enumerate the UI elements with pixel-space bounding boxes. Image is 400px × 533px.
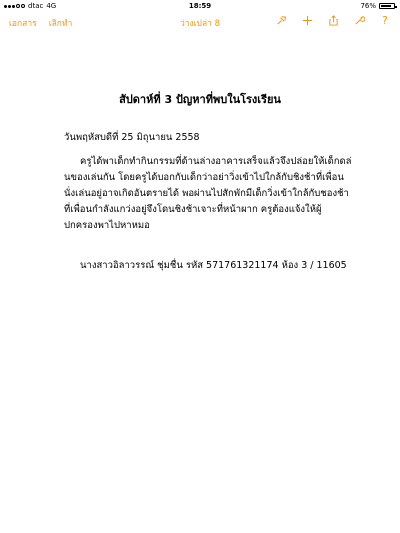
- network-type: 4G: [46, 2, 57, 10]
- battery-percent: 76%: [360, 2, 376, 10]
- status-bar: [0, 0, 400, 12]
- carrier-name: dtac: [28, 2, 44, 10]
- document-date: วันพฤหัสบดีที่ 25 มิถุนายน 2558: [64, 132, 200, 143]
- document-author: นางสาวอิลาวรรณ์ ชุ่มชื่น รหัส 571761321174 ห้อง 3 / 11605: [80, 260, 347, 271]
- help-icon[interactable]: ?: [382, 13, 388, 27]
- documents-button[interactable]: เอกสาร: [9, 19, 37, 29]
- document-heading: สัปดาห์ที่ 3 ปัญหาที่พบในโรงเรียน: [119, 93, 281, 106]
- undo-button[interactable]: เลิกทำ: [48, 19, 73, 29]
- wrench-icon[interactable]: [353, 14, 365, 26]
- status-right: [360, 0, 395, 12]
- battery-icon: [379, 3, 395, 9]
- share-icon[interactable]: [327, 14, 339, 26]
- status-time: 18:59: [188, 2, 212, 10]
- document-title-button[interactable]: ว่างเปล่า 8: [179, 19, 221, 29]
- document-paragraph: ครูได้พาเด็กทำกินกรรมที่ด้านล่างอาคารเสร็จแล้วจึงปล่อยให้เด็กดล่นของเล่นกัน โดยครูได้บอกกับเด็กว่าอย่าวิ่งเข้าไปใกล้กับชิงช้าที่เพื่อนนั่งเล่นอยู่อาจเกิดอันตรายได้ พอผ่านไปสักพักมีเด็กวิ่งเข้าใกล้กับชองช้าที่เพื่อนกำลังแกว่งอยู่จึงโดนชิงช้าเจาะที่หน้าผาก ครูต้องแจ้งให้ผู้ปกครองพาไปหาหมอ: [64, 156, 352, 231]
- plus-icon[interactable]: [301, 14, 313, 26]
- hammer-icon[interactable]: [275, 14, 287, 26]
- toolbar-right: [275, 14, 391, 26]
- toolbar: [0, 12, 400, 32]
